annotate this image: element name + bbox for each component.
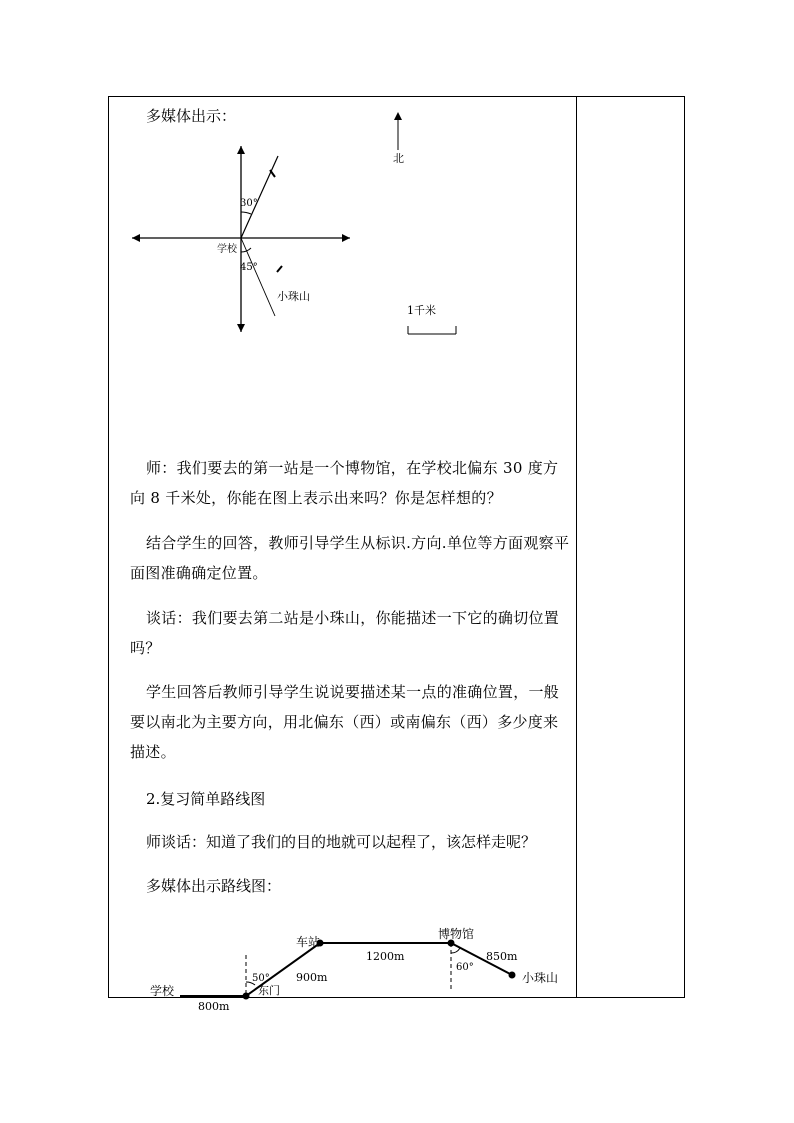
- route-diagram: [140, 920, 576, 1013]
- angle-60-label: 60°: [456, 962, 474, 973]
- distance-850-label: 850m: [486, 950, 518, 963]
- angle-se-label: 45°: [240, 262, 258, 273]
- mountain-label: 小珠山: [522, 971, 559, 985]
- paragraph-guidance: 结合学生的回答，教师引导学生从标识.方向.单位等方面观察平面图准确确定位置。: [130, 534, 570, 582]
- paragraph-direction: 学生回答后教师引导学生说说要描述某一点的准确位置，一般要以南北为主要方向，用北偏东（西）或南偏东（西）多少度来描述。: [130, 683, 560, 761]
- paragraph-mountain: 谈话：我们要去第二站是小珠山，你能描述一下它的确切位置吗？: [130, 609, 560, 657]
- paragraph-museum: 师：我们要去的第一站是一个博物馆，在学校北偏东 30 度方向 8 千米处，你能在图上表示出来吗？你是怎样想的？: [130, 459, 559, 507]
- angle-ne-label: 30°: [240, 198, 258, 209]
- target-label: 小珠山: [277, 290, 310, 303]
- section-heading: 2.复习简单路线图: [146, 790, 266, 808]
- angle-50-label: 50°: [252, 973, 270, 984]
- origin-label: 学校: [217, 244, 237, 255]
- teacher-talk: 师谈话：知道了我们的目的地就可以起程了，该怎样走呢？: [146, 833, 537, 851]
- route-intro: 多媒体出示路线图：: [146, 877, 282, 895]
- gate-label: 东门: [258, 984, 280, 997]
- bus-station-label: 车站: [296, 935, 321, 949]
- school-label: 学校: [150, 984, 175, 998]
- distance-1200-label: 1200m: [366, 950, 405, 963]
- scale-label: 1千米: [407, 304, 436, 317]
- table-column-divider: [576, 96, 577, 998]
- museum-label: 博物馆: [438, 927, 475, 941]
- intro-label: 多媒体出示：: [146, 107, 237, 125]
- compass-diagram: [120, 100, 480, 350]
- distance-900-label: 900m: [296, 971, 328, 984]
- distance-800-label: 800m: [198, 1000, 230, 1013]
- north-label: 北: [393, 152, 404, 165]
